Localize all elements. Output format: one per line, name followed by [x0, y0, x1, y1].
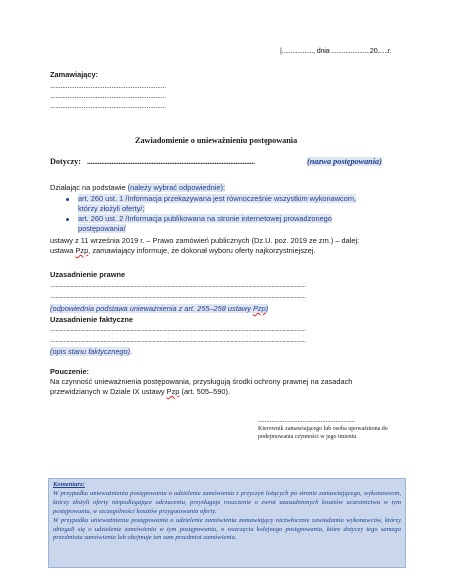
basis-intro-hint: (należy wybrać odpowiednie):	[127, 183, 226, 192]
factual-hint-tail: .	[130, 347, 133, 356]
basis-law-text-b: , zamawiający informuje, że dokonał wyboru oferty najkorzystniejszej.	[88, 246, 316, 255]
comment-heading: Komentarz:	[53, 481, 85, 488]
signature-dots: ...........................................................	[258, 417, 356, 424]
signature-caption-line-2: podejmowania czynności w jego imieniu	[258, 434, 357, 440]
basis-intro-prefix: Działając na podstawie	[50, 183, 126, 192]
pzp-abbrev: Pzp	[166, 387, 180, 396]
basis-bullet-2-line-2: postępowania/	[78, 224, 126, 233]
orderer-label: Zamawiający:	[50, 70, 99, 79]
basis-intro	[50, 183, 225, 192]
legal-hint-text: (odpowiednia podstawa unieważnienia z art. 255–258 ustawy	[50, 304, 251, 313]
bullet-dot	[66, 218, 69, 221]
pzp-abbrev: Pzp	[252, 304, 266, 313]
comment-text	[53, 481, 401, 543]
orderer-line-1: ..................................................................	[50, 81, 166, 90]
comment-paragraph-1: W przypadku unieważnienia postępowania o udzielenie zamówienia z przyczyn leżących po stronie zamawiającego, wykonawcom, którzy złożyli oferty niepodlegające odrzuceniu, przysługuje roszczenie o zwrot uzasadnionych kosztów uczestnictwa w tym postępowaniu, w szczególności kosztów przygotowania oferty.	[53, 489, 401, 515]
basis-law-line-2	[50, 246, 315, 255]
orderer-line-3: ..................................................................	[50, 101, 166, 110]
signature-caption-line-1: Kierownik zamawiającego lub osoba upoważniona do	[258, 426, 388, 432]
legal-justification-heading: Uzasadnienie prawne	[50, 270, 126, 279]
factual-hint: (opis stanu faktycznego)	[50, 347, 131, 356]
factual-justification-line-1: ...........................................................................................................................................................................................	[50, 327, 306, 333]
legal-justification-line-1: ...........................................................................................................................................................................................	[50, 283, 306, 289]
pzp-abbrev: Pzp	[75, 246, 89, 255]
instruction-articles: (art. 505–590).	[181, 387, 230, 396]
instruction-heading: Pouczenie:	[50, 367, 90, 376]
instruction-line-2	[50, 387, 230, 396]
basis-bullet-2-line-1: art. 260 ust. 2 /Informacja publikowana na stronie internetowej prowadzonego	[78, 214, 332, 223]
factual-justification-heading: Uzasadnienie faktyczne	[50, 315, 133, 324]
document-title: Zawiadomienie o unieważnieniu postępowania	[135, 136, 298, 145]
bullet-dot	[66, 198, 69, 201]
basis-bullet-1-line-2: którzy złożyli oferty/;	[78, 204, 145, 213]
factual-justification-line-2: ...........................................................................................................................................................................................	[50, 338, 306, 344]
legal-justification-line-2: ...........................................................................................................................................................................................	[50, 294, 306, 300]
addressees-dots: ................................................................................................	[87, 157, 255, 166]
factual-justification-hint-line	[50, 347, 132, 356]
comment-paragraph-2: W przypadku unieważnienia postępowania o udzielenie zamówienia zamawiający niezwłocznie zawiadamia wykonawców, którzy ubiegali się o udzielenie zamówienia w tym postępowaniu, o wszczęciu kolejnego postępowania, które dotyczy tego samego przedmiotu zamówienia lub obejmuje ten sam przedmiot zamówienia.	[53, 516, 401, 542]
basis-law-line-1: ustawy z 11 września 2019 r. – Prawo zamówień publicznych (Dz.U. poz. 2019 ze zm.) – dalej:	[50, 236, 360, 245]
legal-justification-hint	[50, 304, 268, 313]
comment-box	[48, 478, 406, 568]
orderer-line-2: ..................................................................	[50, 91, 166, 100]
instruction-line-1: Na czynność unieważnienia postępowania, przysługują środki ochrony prawnej na zasadach	[50, 377, 353, 386]
date-line: |.................., dnia ......................20......r.	[280, 46, 392, 55]
basis-bullet-1-line-1: art. 260 ust. 1 /Informacja przekazywana jest równocześnie wszystkim wykonawcom,	[78, 194, 357, 203]
legal-hint-close: )	[265, 304, 269, 313]
addressees-label: Dotyczy:	[50, 157, 81, 166]
addressees-placeholder: (nazwa postępowania)	[307, 157, 382, 166]
basis-law-text-a: ustawa	[50, 246, 74, 255]
instruction-text: przewidzianych w Dziale IX ustawy	[50, 387, 165, 396]
